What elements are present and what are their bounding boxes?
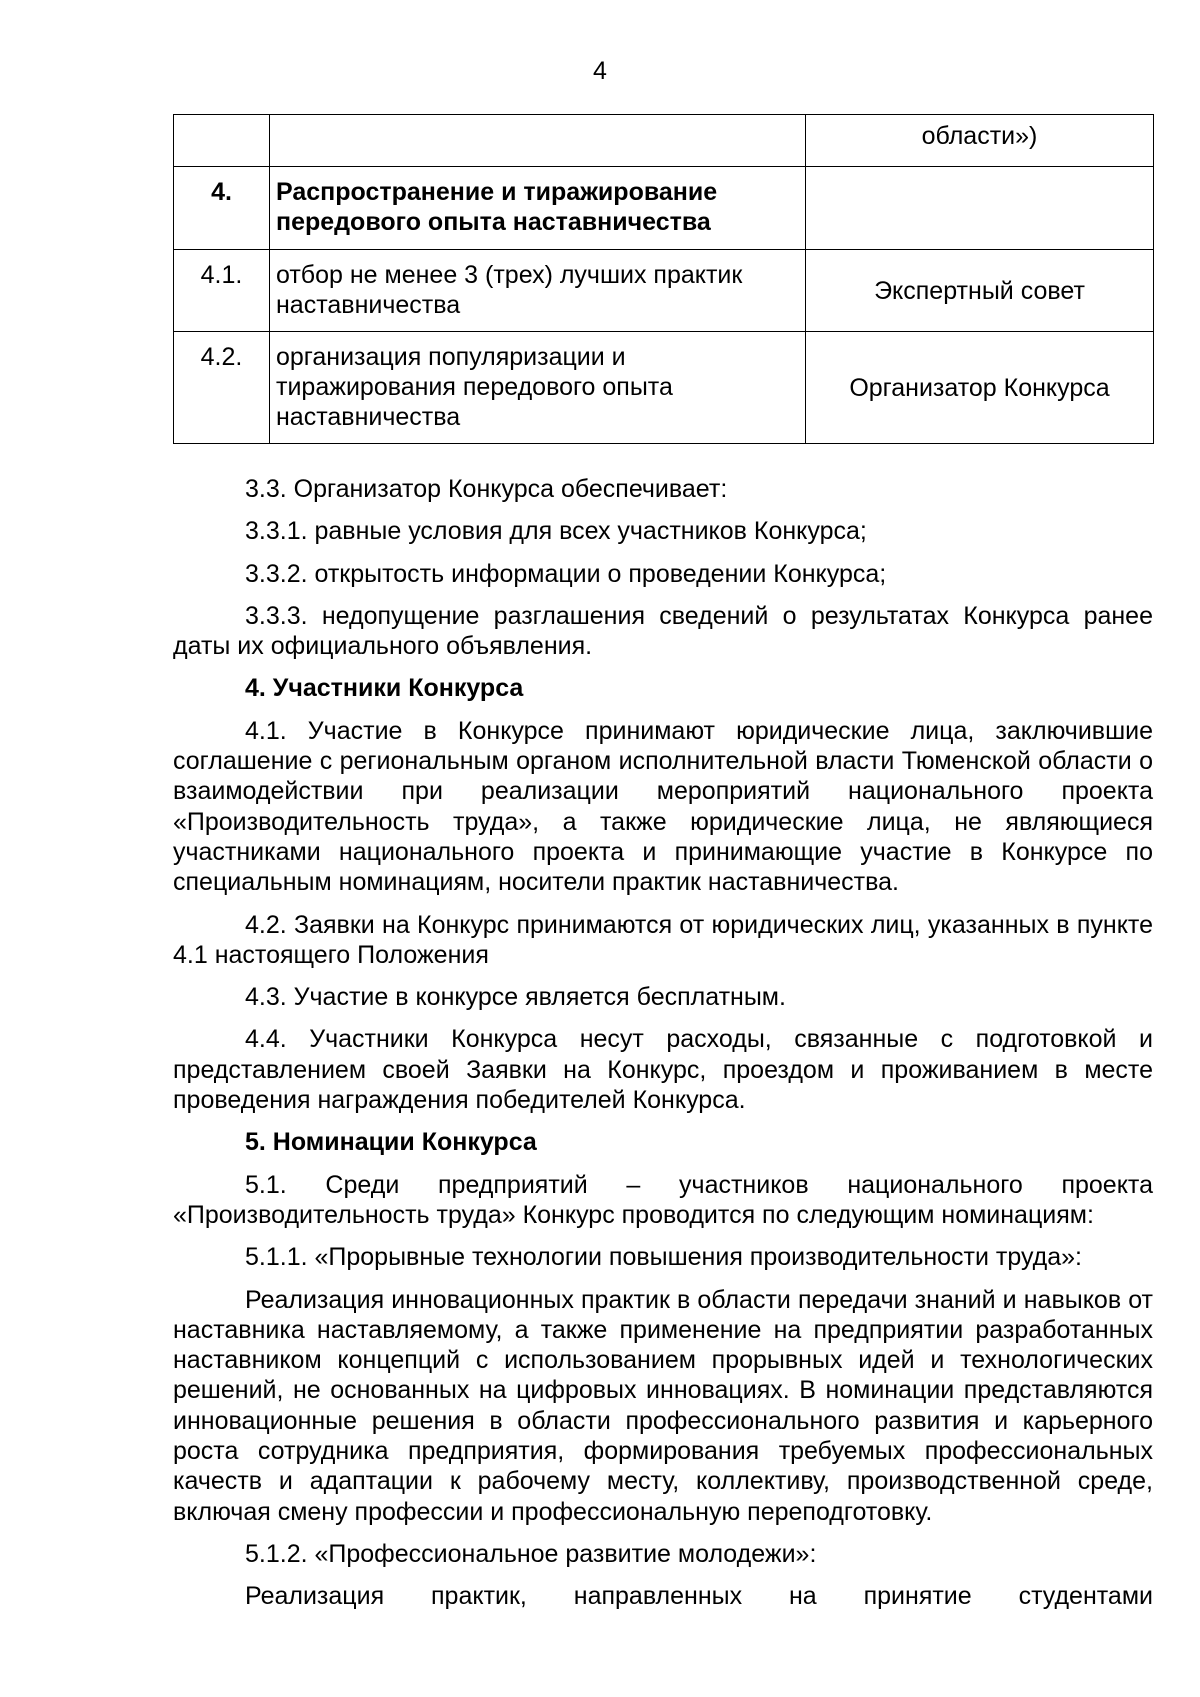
body-text: [173, 474, 1153, 1624]
table-row: [174, 115, 1154, 167]
row-number: [174, 115, 270, 167]
row-description: отбор не менее 3 (трех) лучших практик наставничества: [270, 250, 806, 332]
paragraph-youth-description: Реализация практик, направленных на принятие студентами: [245, 1582, 1153, 1611]
paragraph-4-1: 4.1. Участие в Конкурсе принимают юридические лица, заключившие соглашение с региональным органом исполнительной власти Тюменской области о взаимодействии при реализации мероприятий национального проекта «Производительность труда», а также юридические лица, не являющиеся участниками национального проекта и принимающие участие в Конкурсе по специальным номинациям, носители практик наставничества.: [173, 716, 1153, 897]
table-row: [174, 250, 1154, 332]
activity-table: [173, 114, 1154, 444]
row-description: Распространение и тиражирование передового опыта наставничества: [270, 167, 806, 250]
paragraph-5-1: 5.1. Среди предприятий – участников национального проекта «Производительность труда» Конкурс проводится по следующим номинациям:: [173, 1170, 1153, 1229]
row-number: 4.1.: [174, 250, 270, 332]
row-number: 4.2.: [174, 332, 270, 444]
row-description: [270, 115, 806, 167]
row-responsible: [806, 167, 1154, 250]
section-heading-nominations: 5. Номинации Конкурса: [245, 1128, 537, 1157]
paragraph-5-1-2: 5.1.2. «Профессиональное развитие молодежи»:: [245, 1539, 817, 1568]
paragraph-3-3: 3.3. Организатор Конкурса обеспечивает:: [245, 475, 728, 503]
row-responsible: Организатор Конкурса: [806, 332, 1154, 444]
row-responsible: области»): [806, 115, 1154, 167]
table-row: [174, 167, 1154, 250]
paragraph-nomination-description: Реализация инновационных практик в области передачи знаний и навыков от наставника наставляемому, а также применение на предприятии разработанных наставником концепций с использованием прорывных идей и технологических решений, не основанных на цифровых инновациях. В номинации представляются инновационные решения в области профессионального развития и карьерного роста сотрудника предприятия, формирования требуемых профессиональных качеств и адаптации к рабочему месту, коллективу, производственной среде, включая смену профессии и профессиональную переподготовку.: [173, 1285, 1153, 1526]
row-description: организация популяризации и тиражирования передового опыта наставничества: [270, 332, 806, 444]
row-number: 4.: [174, 167, 270, 250]
paragraph-4-4: 4.4. Участники Конкурса несут расходы, связанные с подготовкой и представлением своей Заявки на Конкурс, проездом и проживанием в месте проведения награждения победителей Конкурса.: [173, 1025, 1153, 1115]
paragraph-3-3-2: 3.3.2. открытость информации о проведении Конкурса;: [245, 559, 887, 588]
paragraph-3-3-1: 3.3.1. равные условия для всех участников Конкурса;: [245, 517, 867, 546]
page-number: 4: [593, 57, 607, 85]
paragraph-4-2: 4.2. Заявки на Конкурс принимаются от юридических лиц, указанных в пункте 4.1 настоящего Положения: [173, 910, 1153, 969]
paragraph-3-3-3: 3.3.3. недопущение разглашения сведений о результатах Конкурса ранее даты их официального объявления.: [173, 601, 1153, 661]
table-row: [174, 332, 1154, 444]
paragraph-4-3: 4.3. Участие в конкурсе является бесплатным.: [245, 983, 786, 1012]
row-responsible: Экспертный совет: [806, 250, 1154, 332]
section-heading-participants: 4. Участники Конкурса: [245, 674, 524, 703]
paragraph-5-1-1: 5.1.1. «Прорывные технологии повышения производительности труда»:: [245, 1243, 1082, 1272]
